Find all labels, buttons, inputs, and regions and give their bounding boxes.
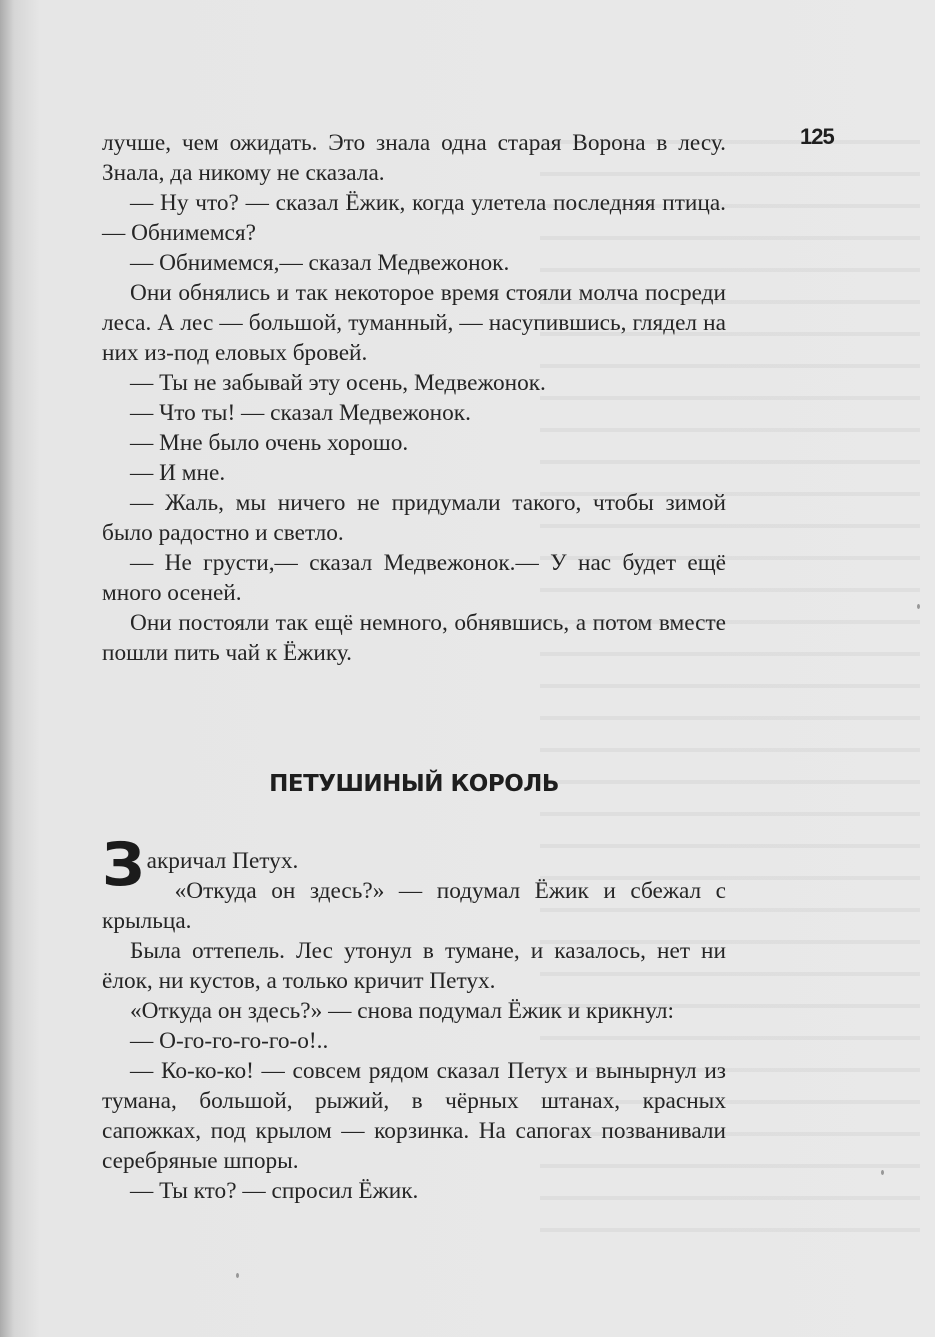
paragraph: Была оттепель. Лес утонул в тумане, и казалось, нет ни ёлок, ни кустов, а только кричит Петух.: [102, 938, 726, 994]
paragraph: — Мне было очень хорошо.: [130, 430, 409, 456]
section-text-previous-story: [102, 128, 726, 668]
paragraph: — Жаль, мы ничего не придумали такого, чтобы зимой было радостно и светло.: [102, 490, 726, 546]
scan-speck: [236, 1273, 239, 1278]
paragraph: — И мне.: [130, 460, 226, 486]
paragraph: Они постояли так ещё немного, обнявшись, а потом вместе пошли пить чай к Ёжику.: [102, 610, 726, 666]
page-number: 125: [800, 124, 834, 149]
scan-speck: [881, 1170, 884, 1175]
chapter-title: ПЕТУШИНЫЙ КОРОЛЬ: [269, 771, 559, 797]
paragraph: лучше, чем ожидать. Это знала одна старая Ворона в лесу. Знала, да никому не сказала.: [102, 130, 726, 186]
drop-cap: З: [102, 830, 145, 900]
paragraph: — Что ты! — сказал Медвежонок.: [130, 400, 471, 426]
opening-paragraph-text: акричал Петух.: [146, 848, 299, 874]
paragraph: «Откуда он здесь?» — снова подумал Ёжик и крикнул:: [130, 998, 674, 1024]
chapter-text: [102, 830, 726, 1206]
paragraph: — О-го-го-го-го-о!..: [130, 1028, 329, 1054]
opening-paragraph: [102, 830, 726, 900]
paragraph: «Откуда он здесь?» — подумал Ёжик и сбежал с крыльца.: [102, 878, 726, 934]
paragraph: — Не грусти,— сказал Медвежонок.— У нас будет ещё много осеней.: [102, 550, 726, 606]
paragraph: — Обнимемся,— сказал Медвежонок.: [130, 250, 510, 276]
paragraph: — Ну что? — сказал Ёжик, когда улетела последняя птица.— Обнимемся?: [102, 190, 726, 246]
paragraph: — Ты не забывай эту осень, Медвежонок.: [130, 370, 546, 396]
paragraph: — Ты кто? — спросил Ёжик.: [130, 1178, 419, 1204]
paragraph: Они обнялись и так некоторое время стояли молча посреди леса. А лес — большой, туманный, — насупившись, глядел на них из-под еловых бровей.: [102, 280, 726, 366]
paragraph: — Ко-ко-ко! — совсем рядом сказал Петух и вынырнул из тумана, большой, рыжий, в чёрных штанах, красных сапожках, под крылом — корзинка. На сапогах позванивали серебряные шпоры.: [102, 1058, 726, 1174]
scan-speck: [917, 604, 920, 609]
